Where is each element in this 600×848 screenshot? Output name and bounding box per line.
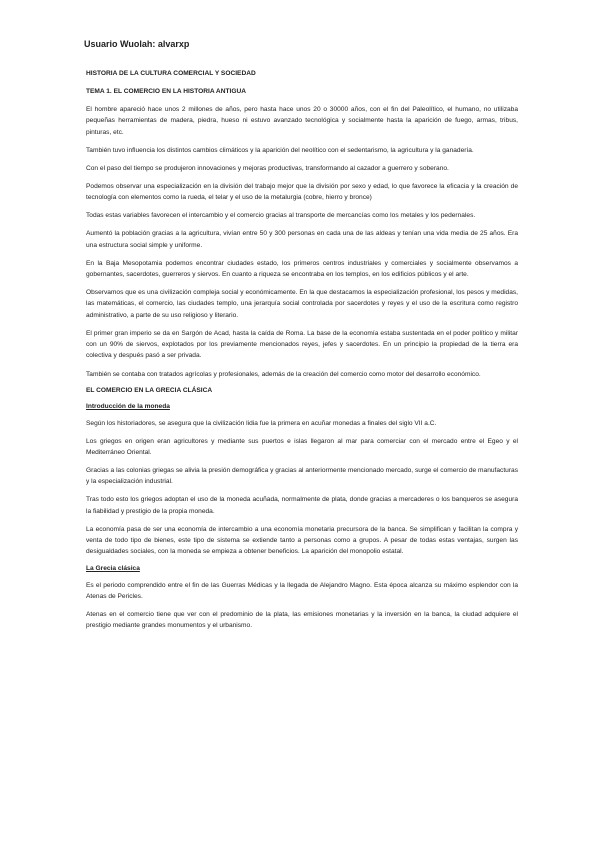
paragraph: Aumentó la población gracias a la agricultura, vivían entre 50 y 300 personas en cada una de las aldeas y tenían una vida media de 25 años. Era una estructura social simple y uniforme. — [86, 230, 518, 249]
paragraph: Observamos que es una civilización compleja social y económicamente. En la que destacamos la especialización profesional, los pesos y medidas, las matemáticas, el comercio, las ciudades templo, una jerarquía social controlada por sacerdotes y reyes y el uso de la escritura como registro administrativo, a parte de su uso religioso y literario. — [86, 289, 518, 319]
paragraph: Con el paso del tiempo se produjeron innovaciones y mejoras productivas, transformando al cazador a guerrero y soberano. — [86, 164, 449, 172]
paragraph: Los griegos en origen eran agricultores y mediante sus puertos e islas llegaron al mar para comerciar con el mercado entre el Egeo y el Mediterráneo Oriental. — [86, 437, 518, 456]
paragraph: Según los historiadores, se asegura que la civilización lidia fue la primera en acuñar monedas a finales del siglo VII a.C. — [86, 419, 437, 427]
document-body — [86, 70, 518, 638]
paragraph: Todas estas variables favorecen el intercambio y el comercio gracias al transporte de mercancías como los metales y los pedernales. — [86, 212, 476, 220]
user-header: Usuario Wuolah: alvarxp — [84, 39, 190, 49]
paragraph: Podemos observar una especialización en la división del trabajo mejor que la división por sexo y edad, lo que favorece la eficacia y la creación de tecnología con elementos como la rueda, el telar y el uso de la metalurgia (cobre, hierro y bronce) — [86, 182, 518, 202]
subsection-title: Introducción de la moneda — [86, 402, 170, 410]
paragraph: Es el periodo comprendido entre el fin de las Guerras Médicas y la llegada de Alejandro Magno. Esta época alcanza su máximo esplendor con la Atenas de Pericles. — [86, 581, 518, 600]
paragraph: La economía pasa de ser una economía de intercambio a una economía monetaria precursora de la banca. Se simplifican y facilitan la compra y venta de todo tipo de bienes, este tipo de sistema se extiende tanto a personas como a grupos. A pesar de todas estas ventajas, surgen las desigualdades sociales, con la moneda se empieza a obtener beneficios. La aparición del monopolio estatal. — [86, 525, 518, 556]
paragraph: El hombre apareció hace unos 2 millones de años, pero hasta hace unos 20 o 30000 años, con el fin del Paleolítico, el humano, no utilizaba pequeñas herramientas de madera, piedra, hueso ni estuvo avanzado tecnológica y socialmente hasta la aparición de fuego, armas, tribus, pinturas, etc. — [86, 106, 518, 136]
paragraph: Gracias a las colonias griegas se alivia la presión demográfica y gracias al anteriormente mencionado mercado, surge el comercio de manufacturas y la especialización industrial. — [86, 467, 518, 486]
paragraph: En la Baja Mesopotamia podemos encontrar ciudades estado, los primeros centros industriales y comerciales y socialmente observamos a gobernantes, sacerdotes, guerreros y siervos. En cuanto a riqueza se encontraba en los templos, en los edificios públicos y el arte. — [86, 259, 518, 279]
document-title: HISTORIA DE LA CULTURA COMERCIAL Y SOCIEDAD — [86, 70, 256, 77]
paragraph: También tuvo influencia los distintos cambios climáticos y la aparición del neolítico con el sedentarismo, la agricultura y la ganadería. — [86, 146, 474, 154]
paragraph: También se contaba con tratados agrícolas y profesionales, además de la creación del comercio como motor del desarrollo económico. — [86, 370, 481, 378]
paragraph: El primer gran imperio se da en Sargón de Acad, hasta la caída de Roma. La base de la economía estaba sustentada en el poder político y militar con un 90% de siervos, explotados por los previamente mencionados reyes, jefes y sacerdotes. En un principio la propiedad de la tierra era colectiva y después pasó a ser privada. — [86, 329, 518, 360]
topic-title: TEMA 1. EL COMERCIO EN LA HISTORIA ANTIGUA — [86, 88, 246, 95]
subsection-title: La Grecia clásica — [86, 564, 140, 572]
paragraph: Atenas en el comercio tiene que ver con el predominio de la plata, las emisiones monetarias y la inversión en la banca, la ciudad adquiere el prestigio mediante grandes monumentos y el urbanismo. — [86, 610, 518, 630]
section-title: EL COMERCIO EN LA GRECIA CLÁSICA — [86, 386, 213, 394]
paragraph: Tras todo esto los griegos adoptan el uso de la moneda acuñada, normalmente de plata, donde gracias a mercaderes o los banqueros se asegura la fiabilidad y prestigio de la propia moneda. — [86, 496, 518, 515]
